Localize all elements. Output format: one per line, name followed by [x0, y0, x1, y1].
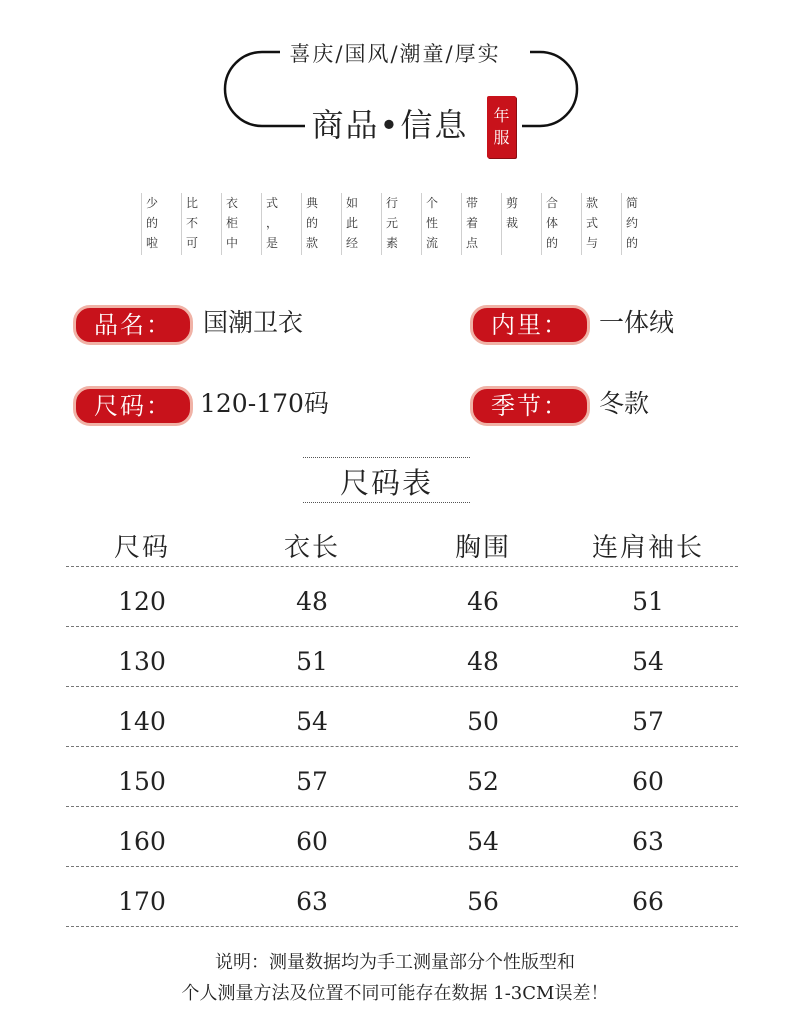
table-cell: 51 — [632, 587, 664, 616]
note-line-2: 个人测量方法及位置不同可能存在数据 1-3CM误差！ — [181, 983, 609, 1004]
description-char: 是 — [265, 236, 278, 250]
description-char: 元 — [385, 216, 398, 230]
column-divider — [541, 193, 542, 255]
description-column — [465, 193, 479, 253]
column-divider — [221, 193, 222, 255]
name-value: 国潮卫衣 — [203, 308, 304, 337]
header-frame — [0, 0, 790, 180]
description-char: 简 — [625, 196, 638, 210]
description-char: 裁 — [505, 216, 518, 230]
column-divider — [581, 193, 582, 255]
table-cell: 48 — [467, 647, 499, 676]
size-value: 120-170码 — [200, 389, 329, 418]
description-char: 可 — [185, 236, 198, 250]
table-cell: 60 — [632, 767, 664, 796]
description-char: 中 — [225, 236, 238, 250]
description-column — [425, 193, 439, 253]
description-char: 点 — [465, 236, 478, 250]
description-char: 行 — [385, 196, 398, 210]
description-column — [145, 193, 159, 253]
table-cell: 130 — [118, 647, 166, 676]
size-table-title: 尺码表 — [339, 466, 433, 500]
description-column — [345, 193, 359, 253]
table-cell: 63 — [296, 887, 328, 916]
table-cell: 46 — [467, 587, 499, 616]
description-char: 素 — [385, 236, 398, 250]
column-divider — [421, 193, 422, 255]
description-char: 少 — [145, 196, 158, 210]
table-cell: 51 — [296, 647, 328, 676]
description-column — [305, 193, 319, 253]
size-label-pill: 尺码： — [73, 386, 193, 426]
description-char: 式 — [585, 216, 598, 230]
column-divider — [621, 193, 622, 255]
description-char: 着 — [465, 216, 478, 230]
note-line-1: 说明：测量数据均为手工测量部分个性版型和 — [215, 952, 575, 973]
description-char: 带 — [465, 196, 478, 210]
table-cell: 48 — [296, 587, 328, 616]
description-char: 啦 — [145, 236, 158, 250]
column-divider — [261, 193, 262, 255]
table-cell: 54 — [296, 707, 328, 736]
description-column — [385, 193, 399, 253]
column-divider — [301, 193, 302, 255]
row-divider — [66, 806, 738, 807]
table-cell: 57 — [632, 707, 664, 736]
description-char: 与 — [585, 236, 598, 250]
description-column — [505, 193, 519, 233]
row-divider — [66, 746, 738, 747]
table-cell: 66 — [632, 887, 664, 916]
description-char: 典 — [305, 196, 318, 210]
description-column — [185, 193, 199, 253]
description-char: 款 — [305, 236, 318, 250]
row-divider — [66, 626, 738, 627]
table-cell: 57 — [296, 767, 328, 796]
row-divider — [66, 926, 738, 927]
table-cell: 150 — [118, 767, 166, 796]
description-char: 如 — [345, 196, 358, 210]
table-cell: 170 — [118, 887, 166, 916]
seal-char-2: 服 — [493, 128, 510, 147]
description-char: 此 — [345, 216, 358, 230]
table-cell: 56 — [467, 887, 499, 916]
table-cell: 54 — [632, 647, 664, 676]
header-sleeve: 连肩袖长 — [591, 533, 704, 563]
description-column — [265, 193, 279, 253]
header-size: 尺码 — [113, 533, 170, 563]
tagline: 喜庆/国风/潮童/厚实 — [289, 42, 501, 66]
lining-label-pill: 内里： — [470, 305, 590, 345]
description-char: 个 — [425, 196, 438, 210]
season-label-pill: 季节： — [470, 386, 590, 426]
description-char: 的 — [305, 216, 318, 230]
description-column — [625, 193, 639, 253]
title-rule-top — [303, 457, 470, 458]
column-divider — [501, 193, 502, 255]
row-divider — [66, 566, 738, 567]
description-char: 剪 — [505, 196, 518, 210]
seal-stamp — [487, 96, 516, 158]
description-char: 合 — [545, 196, 558, 210]
lining-value: 一体绒 — [599, 308, 675, 337]
size-table-title-block — [303, 455, 470, 505]
description-char: ， — [265, 216, 278, 230]
description-column — [545, 193, 559, 253]
description-char: 衣 — [225, 196, 238, 210]
description-char: 性 — [425, 216, 438, 230]
description-char: 的 — [625, 236, 638, 250]
description-char: 的 — [545, 236, 558, 250]
seal-char-1: 年 — [493, 106, 510, 125]
description-char: 比 — [185, 196, 198, 210]
table-cell: 60 — [296, 827, 328, 856]
description-char: 体 — [545, 216, 558, 230]
description-char: 的 — [145, 216, 158, 230]
description-char: 不 — [185, 216, 198, 230]
row-divider — [66, 866, 738, 867]
description-char: 经 — [345, 236, 358, 250]
table-cell: 120 — [118, 587, 166, 616]
name-label-pill: 品名： — [73, 305, 193, 345]
column-divider — [461, 193, 462, 255]
description-char: 流 — [425, 236, 438, 250]
row-divider — [66, 686, 738, 687]
table-cell: 140 — [118, 707, 166, 736]
table-cell: 52 — [467, 767, 499, 796]
column-divider — [341, 193, 342, 255]
table-cell: 63 — [632, 827, 664, 856]
season-value: 冬款 — [599, 389, 650, 418]
column-divider — [141, 193, 142, 255]
description-char: 柜 — [225, 216, 238, 230]
column-divider — [181, 193, 182, 255]
table-cell: 54 — [467, 827, 499, 856]
table-cell: 50 — [467, 707, 499, 736]
table-cell: 160 — [118, 827, 166, 856]
title-rule-bottom — [303, 502, 470, 503]
description-char: 款 — [585, 196, 598, 210]
description-char: 约 — [625, 216, 638, 230]
description-char: 式 — [265, 196, 278, 210]
description-column — [585, 193, 599, 253]
description-column — [225, 193, 239, 253]
section-title: 商品•信息 — [311, 106, 469, 144]
column-divider — [381, 193, 382, 255]
header-length: 衣长 — [283, 533, 340, 563]
header-chest: 胸围 — [454, 533, 511, 563]
